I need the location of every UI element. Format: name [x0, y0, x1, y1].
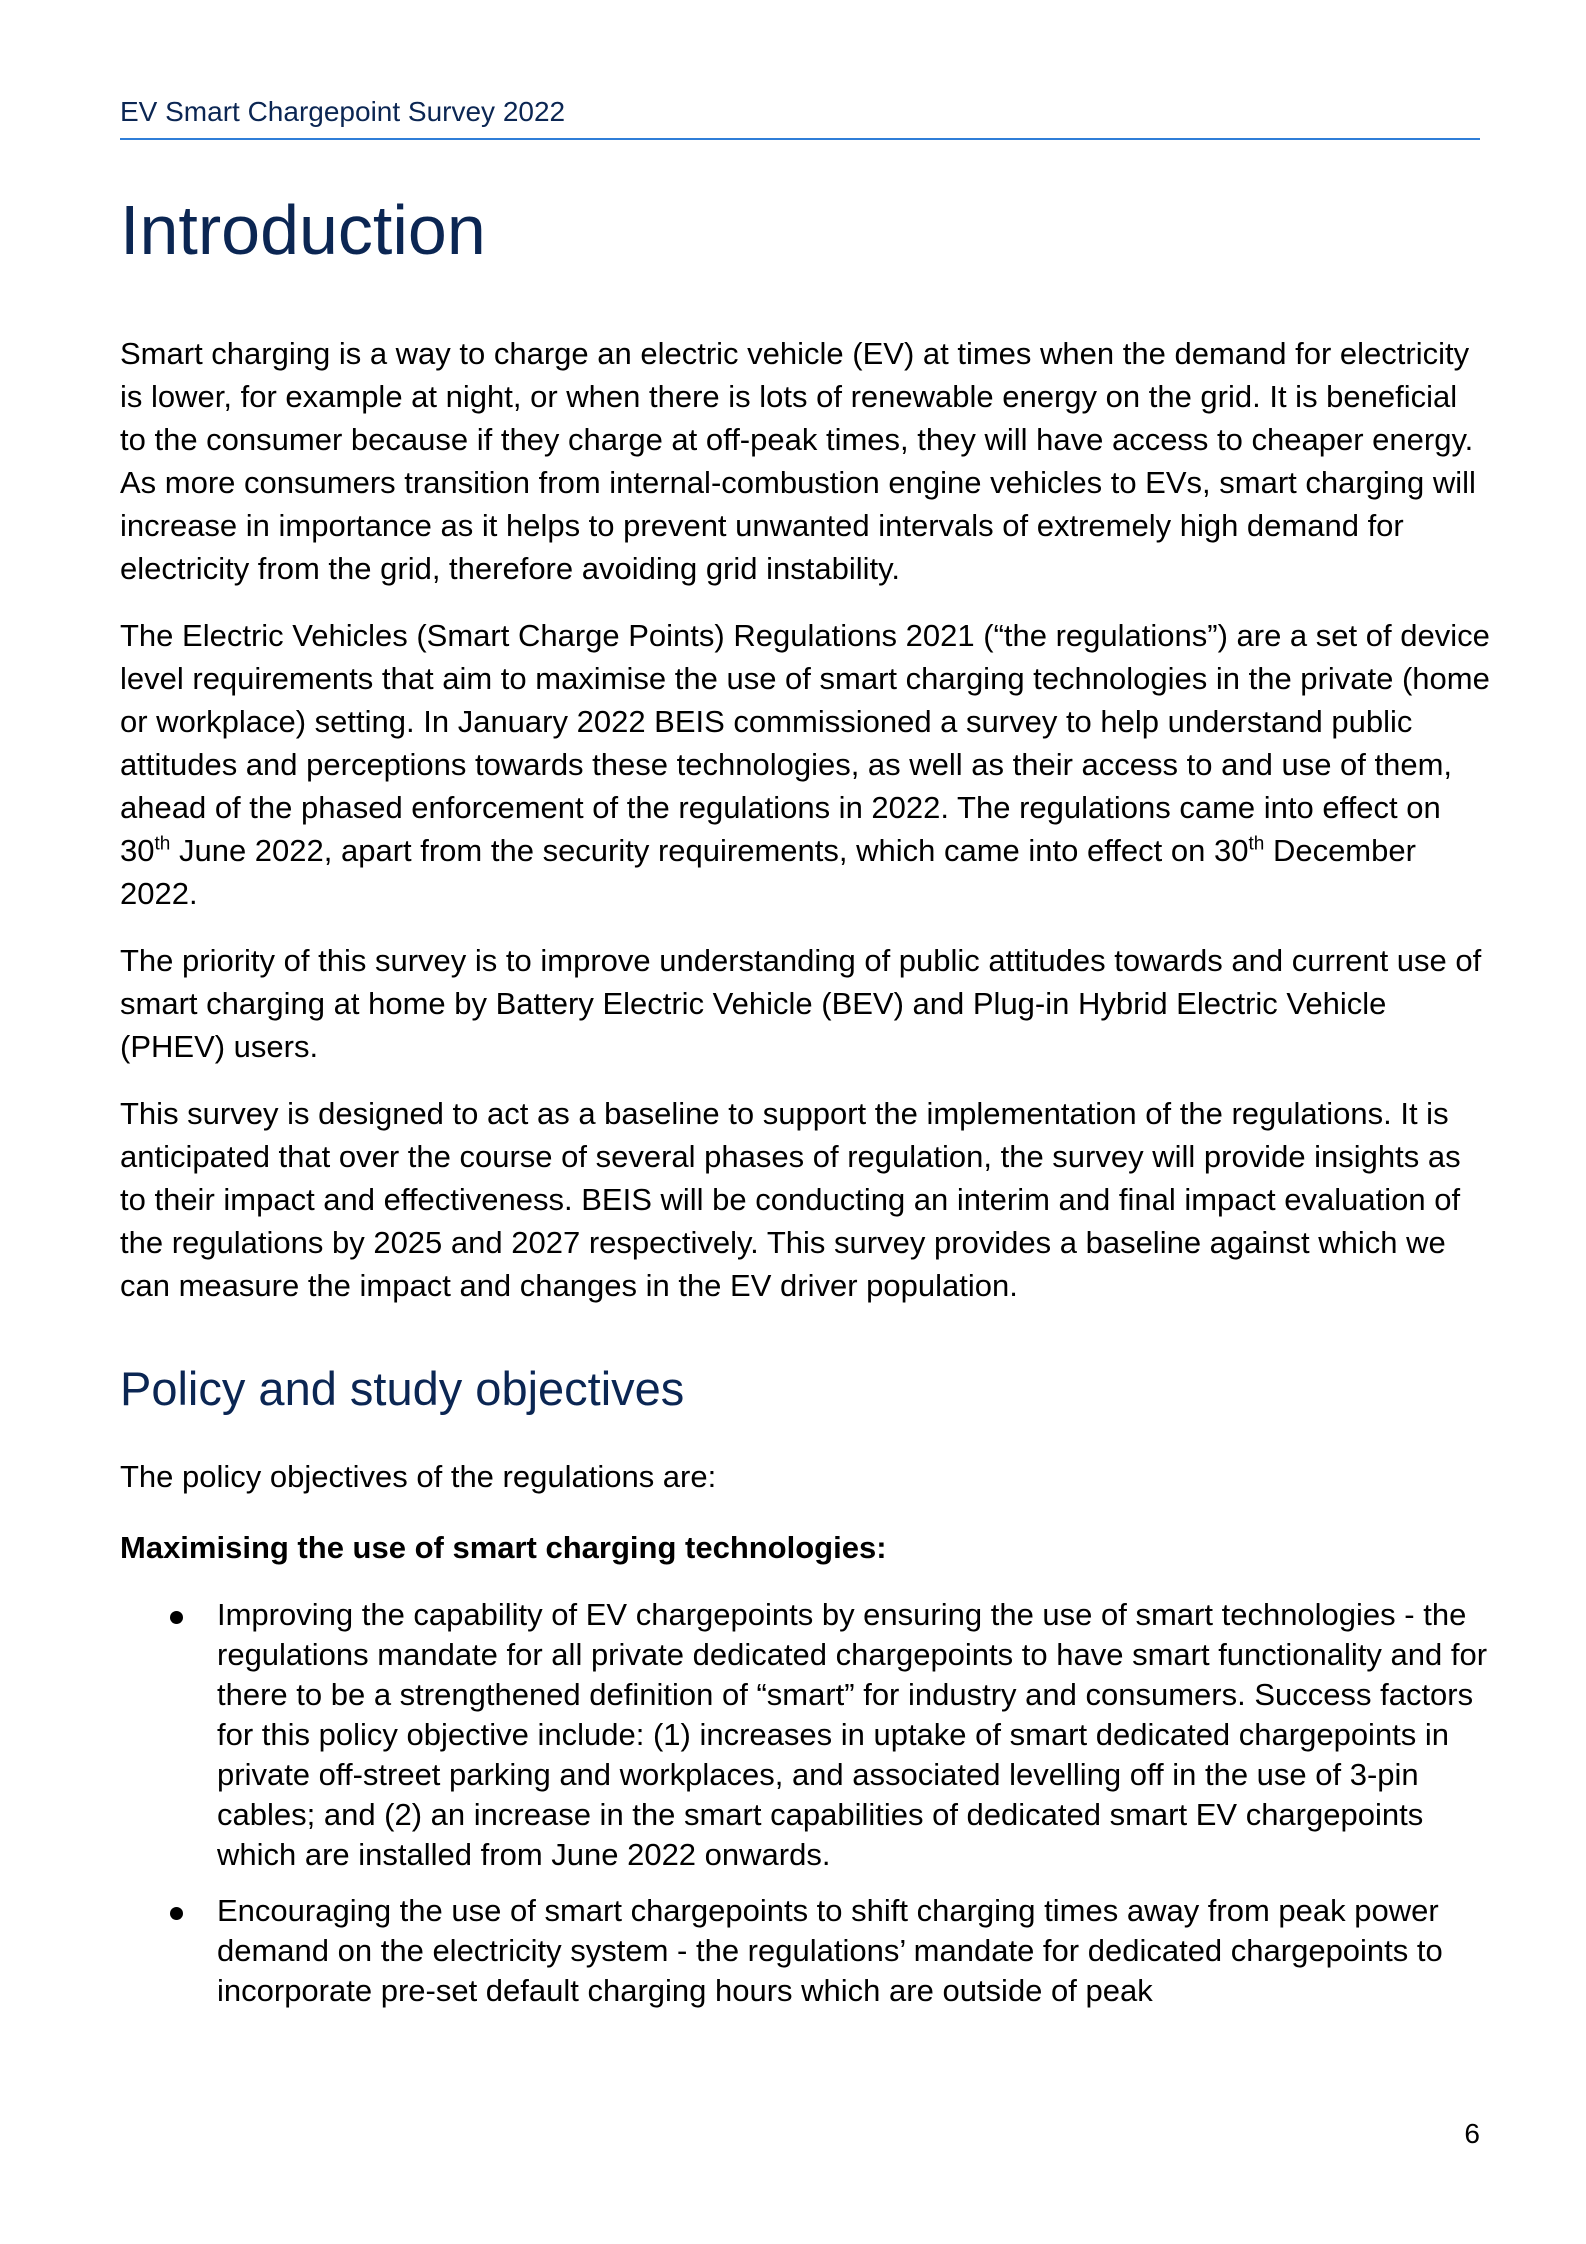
page-content — [120, 188, 1490, 2027]
list-item — [120, 1891, 1490, 2011]
list-item — [120, 1595, 1490, 1875]
bullet-icon — [170, 1611, 183, 1624]
paragraph-text: December 2022. — [120, 833, 1416, 911]
header-divider — [120, 138, 1480, 140]
intro-paragraph-3: The priority of this survey is to improve understanding of public attitudes towards and current use of smart charging at home by Battery Electric Vehicle (BEV) and Plug-in Hybrid Electric Vehicle (PHEV) users. — [120, 943, 1482, 1064]
intro-paragraph-1: Smart charging is a way to charge an electric vehicle (EV) at times when the demand for electricity is lower, for example at night, or when there is lots of renewable energy on the grid. It is beneficial to the consumer because if they charge at off-peak times, they will have access to cheaper energy. As more consumers transition from internal-combustion engine vehicles to EVs, smart charging will increase in importance as it helps to prevent unwanted intervals of extremely high demand for electricity from the grid, therefore avoiding grid instability. — [120, 336, 1476, 586]
ordinal-superscript: th — [1248, 833, 1265, 855]
list-item-text: Encouraging the use of smart chargepoints to shift charging times away from peak power demand on the electricity system - the regulations’ mandate for dedicated chargepoints to incorporate pre-set default charging hours which are outside of peak — [217, 1893, 1443, 2008]
ordinal-superscript: th — [154, 833, 171, 855]
objective-bullet-list — [120, 1595, 1490, 2011]
paragraph-text: June 2022, apart from the security requirements, which came into effect on 30 — [170, 833, 1249, 868]
list-item-text: Improving the capability of EV chargepoints by ensuring the use of smart technologies - the regulations mandate for all private dedicated chargepoints to have smart functionality and for there to be a strengthened definition of “smart” for industry and consumers. Success factors for this policy objective include: (1) increases in uptake of smart dedicated chargepoints in private off-street parking and workplaces, and associated levelling off in the use of 3-pin cables; and (2) an increase in the smart capabilities of dedicated smart EV chargepoints which are installed from June 2022 onwards. — [217, 1597, 1488, 1872]
section-title: Introduction — [120, 191, 486, 269]
objective-label: Maximising the use of smart charging technologies: — [120, 1530, 887, 1565]
subsection-title: Policy and study objectives — [120, 1362, 685, 1415]
policy-lead-text: The policy objectives of the regulations are: — [120, 1459, 717, 1494]
intro-paragraph-2 — [120, 614, 1490, 915]
introduction-body — [120, 332, 1490, 1307]
paragraph-text: The Electric Vehicles (Smart Charge Points) Regulations 2021 (“the regulations”) are a set of device level requirements that aim to maximise the use of smart charging technologies in the private (home or workplace) setting. In January 2022 BEIS commissioned a survey to help understand public attitudes and perceptions towards these technologies, as well as their access to and use of them, ahead of the phased enforcement of the regulations in 2022. The regulations came into effect on 30 — [120, 618, 1490, 868]
intro-paragraph-4: This survey is designed to act as a baseline to support the implementation of the regulations. It is anticipated that over the course of several phases of regulation, the survey will provide insights as to their impact and effectiveness. BEIS will be conducting an interim and final impact evaluation of the regulations by 2025 and 2027 respectively. This survey provides a baseline against which we can measure the impact and changes in the EV driver population. — [120, 1096, 1461, 1303]
running-header: EV Smart Chargepoint Survey 2022 — [120, 96, 566, 127]
bullet-icon — [170, 1907, 183, 1920]
page-number: 6 — [1464, 2118, 1480, 2149]
